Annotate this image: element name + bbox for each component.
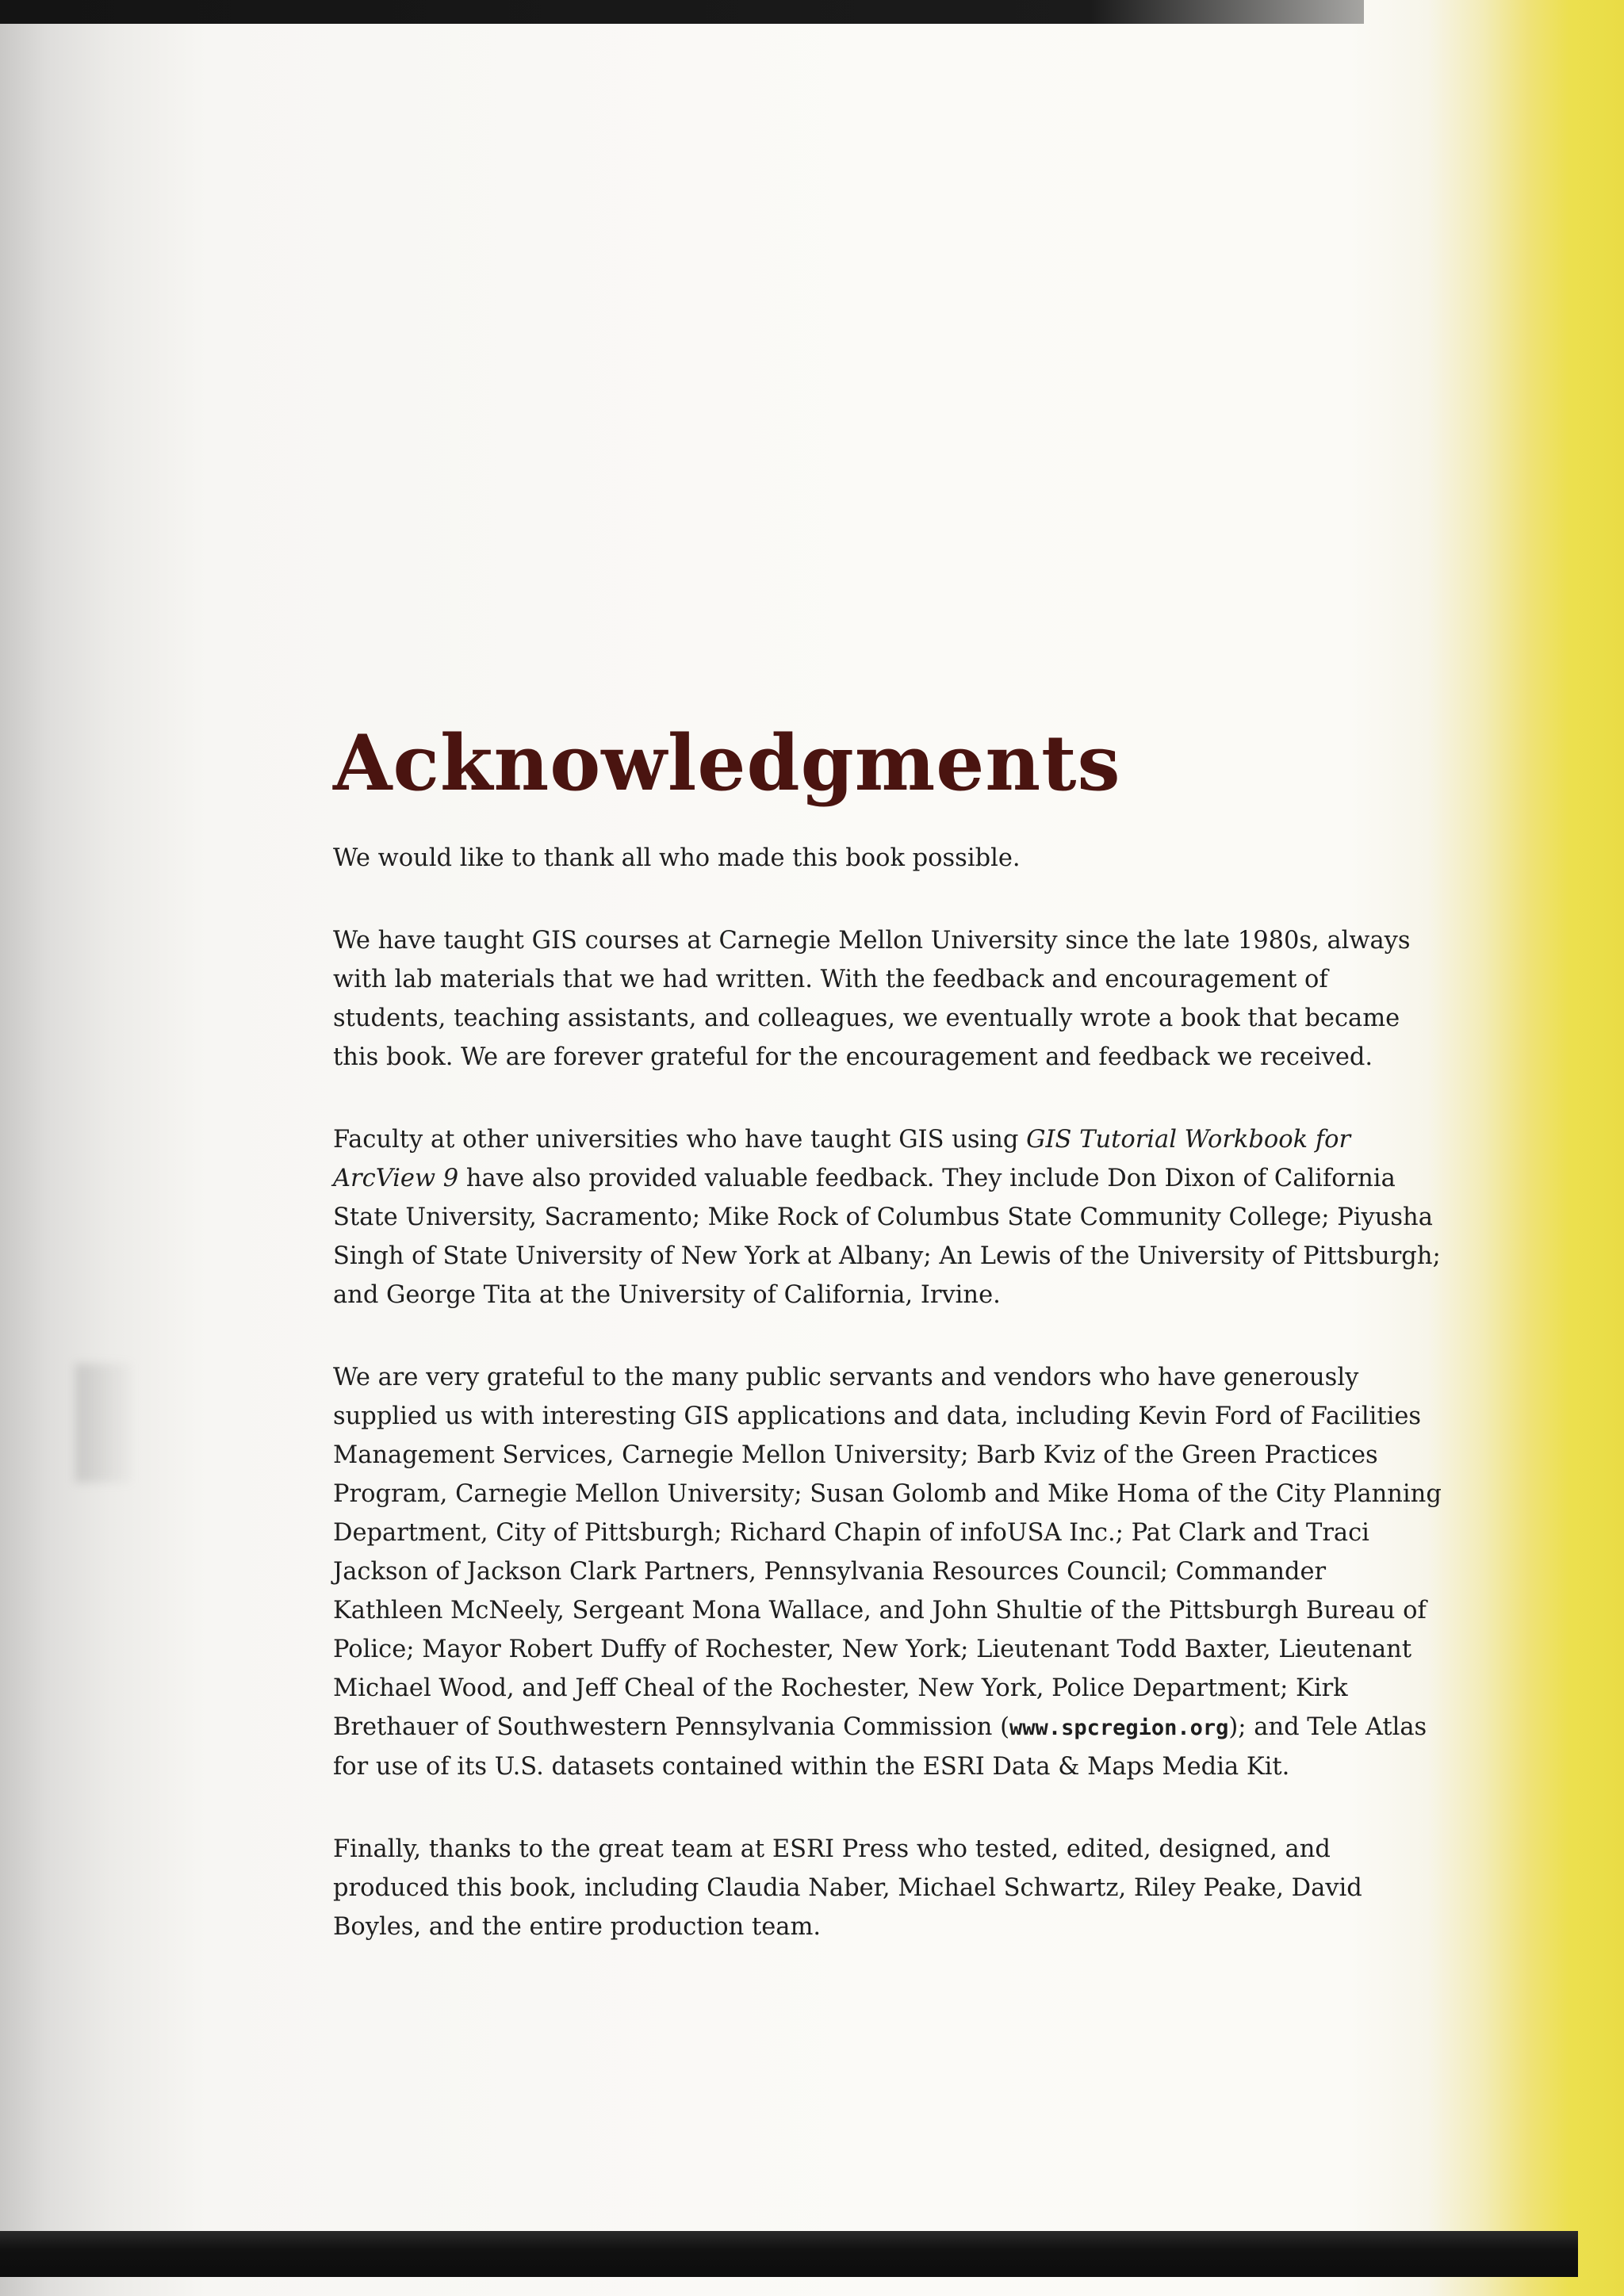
bleed-through-shadow	[75, 1364, 131, 1483]
faculty-intro-text: Faculty at other universities who have taught GIS using	[333, 1125, 1027, 1154]
public-servants-text: We are very grateful to the many public servants and vendors who have generously supplied us with interesting GIS applications and data, including Kevin Ford of Facilities Management Services, Carnegie Mellon University; Barb Kviz of the Green Practices Program, Carnegie Mellon University; Susan Golomb and Mike Homa of the City Planning Department, City of Pittsburgh; Richard Chapin of infoUSA Inc.; Pat Clark and Traci Jackson of Jackson Clark Partners, Pennsylvania Resources Council; Commander Kathleen McNeely, Sergeant Mona Wallace, and John Shultie of the Pittsburgh Bureau of Police; Mayor Robert Duffy of Rochester, New York; Lieutenant Todd Baxter, Lieutenant Michael Wood, and Jeff Cheal of the Rochester, New York, Police Department; Kirk Brethauer of Southwestern Pennsylvania Commission (	[333, 1363, 1442, 1741]
paragraph-public-servants	[333, 1358, 1443, 1786]
top-scan-edge	[0, 0, 1364, 24]
bottom-scan-edge	[0, 2231, 1578, 2277]
spc-url: www.spcregion.org	[1009, 1715, 1229, 1740]
faculty-list-text: have also provided valuable feedback. They include Don Dixon of California State University, Sacramento; Mike Rock of Columbus State Community College; Piyusha Singh of State University of New York at Albany; An Lewis of the University of Pittsburgh; and George Tita at the University of California, Irvine.	[333, 1164, 1441, 1309]
book-title-italic: GIS Tutorial Workbook for ArcView 9	[333, 1125, 1351, 1192]
paragraph-cmu-courses: We have taught GIS courses at Carnegie Mellon University since the late 1980s, always with lab materials that we had written. With the feedback and encouragement of students, teaching assistants, and colleagues, we eventually wrote a book that became this book. We are forever grateful for the encouragement and feedback we received.	[333, 926, 1411, 1071]
page-title: Acknowledgments	[333, 718, 1121, 808]
acknowledgments-section	[333, 718, 1443, 1990]
paragraph-esri-team: Finally, thanks to the great team at ESRI Press who tested, edited, designed, and produced this book, including Claudia Naber, Michael Schwartz, Riley Peake, David Boyles, and the entire production team.	[333, 1835, 1362, 1941]
paragraph-thanks: We would like to thank all who made this book possible.	[333, 844, 1021, 872]
public-servants-rest-text: ); and Tele Atlas for use of its U.S. datasets contained within the ESRI Data & Maps Media Kit.	[333, 1712, 1427, 1781]
paragraph-faculty	[333, 1120, 1443, 1314]
